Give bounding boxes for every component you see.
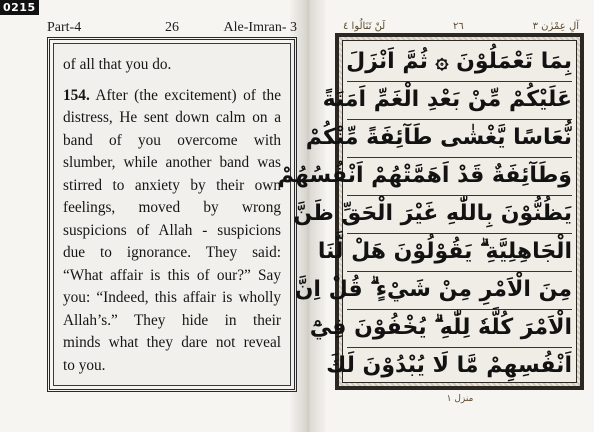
juz-label: لَنْ تَنَالُوا ٤ [343,21,386,32]
translation-line: due to ignorance. They said: [63,244,281,261]
page-badge: 0215 [0,0,39,15]
translation-frame [47,37,297,392]
arabic-page-number: ٢٦ [453,21,464,32]
manzil-footer: منزل ١ [446,394,474,404]
arabic-frame [277,33,584,390]
arabic-line: عَلَيْكُمْ مِّنْ بَعْدِ الْغَمِّ اَمَنَةً [347,81,572,120]
arabic-line: مِنَ الْاَمْرِ مِنْ شَيْءٍ ۗ قُلْ اِنَّ [347,271,572,310]
arabic-line: بِمَا تَعْمَلُوْنَ ۞ ثُمَّ اَنْزَلَ [347,43,572,82]
translation-line: minds what they dare not reveal [63,334,281,351]
translation-line: feelings, moved by wrong [63,199,281,216]
arabic-line: وَطَآئِفَةٌ قَدْ اَهَمَّتْهُمْ اَنْفُسُهُمْ [347,157,572,196]
arabic-line: اَنْفُسِهِمْ مَّا لَا يُبْدُوْنَ لَكَ [326,353,572,378]
translation-line: suspicions of Allah - suspicions [63,221,281,239]
translation-line: of all that you do. [63,56,172,73]
verse-number: 154. [63,86,90,104]
translation-line: distress, He sent down calm on a [63,109,281,126]
translation-line: you: “Indeed, this affair is wholly [63,289,281,306]
arabic-line: يَظُنُّوْنَ بِاللّٰهِ غَيْرَ الْحَقِّ ظَنَّ [347,195,572,234]
part-label: Part-4 [47,20,82,35]
arabic-surah-label: آلِ عِمْرٰن ٣ [532,21,579,32]
arabic-line: نُّعَاسًا يَّغْشٰى طَآئِفَةً مِّنْكُمْ [347,119,572,158]
translation-panel [53,43,291,386]
left-page-header [47,20,297,38]
page-number: 26 [165,20,179,35]
arabic-line: الْاَمْرَ كُلَّهٗ لِلّٰهِ ۗ يُخْفُوْنَ فِيْٓ [347,309,572,348]
translation-line: band of you overcome with [63,131,281,149]
paragraph-gap [63,77,281,85]
translation-line: slumber, while another band was [63,154,281,171]
translation-line: “What affair is this of our?” Say [63,266,281,284]
translation-line: 154. After (the excitement) of the [63,86,281,104]
arabic-frame-border [277,37,580,386]
surah-label: Ale-Imran- 3 [223,20,297,35]
translation-line: to you. [63,356,106,374]
translation-line: stirred to anxiety by their own [63,176,281,194]
translation-text [63,54,281,377]
translation-line: Allah’s.” They hide in their [63,311,281,329]
arabic-line: الْجَاهِلِيَّةِ ۗ يَقُوْلُوْنَ هَلْ لَّنَا [347,233,572,272]
arabic-panel [277,40,577,383]
